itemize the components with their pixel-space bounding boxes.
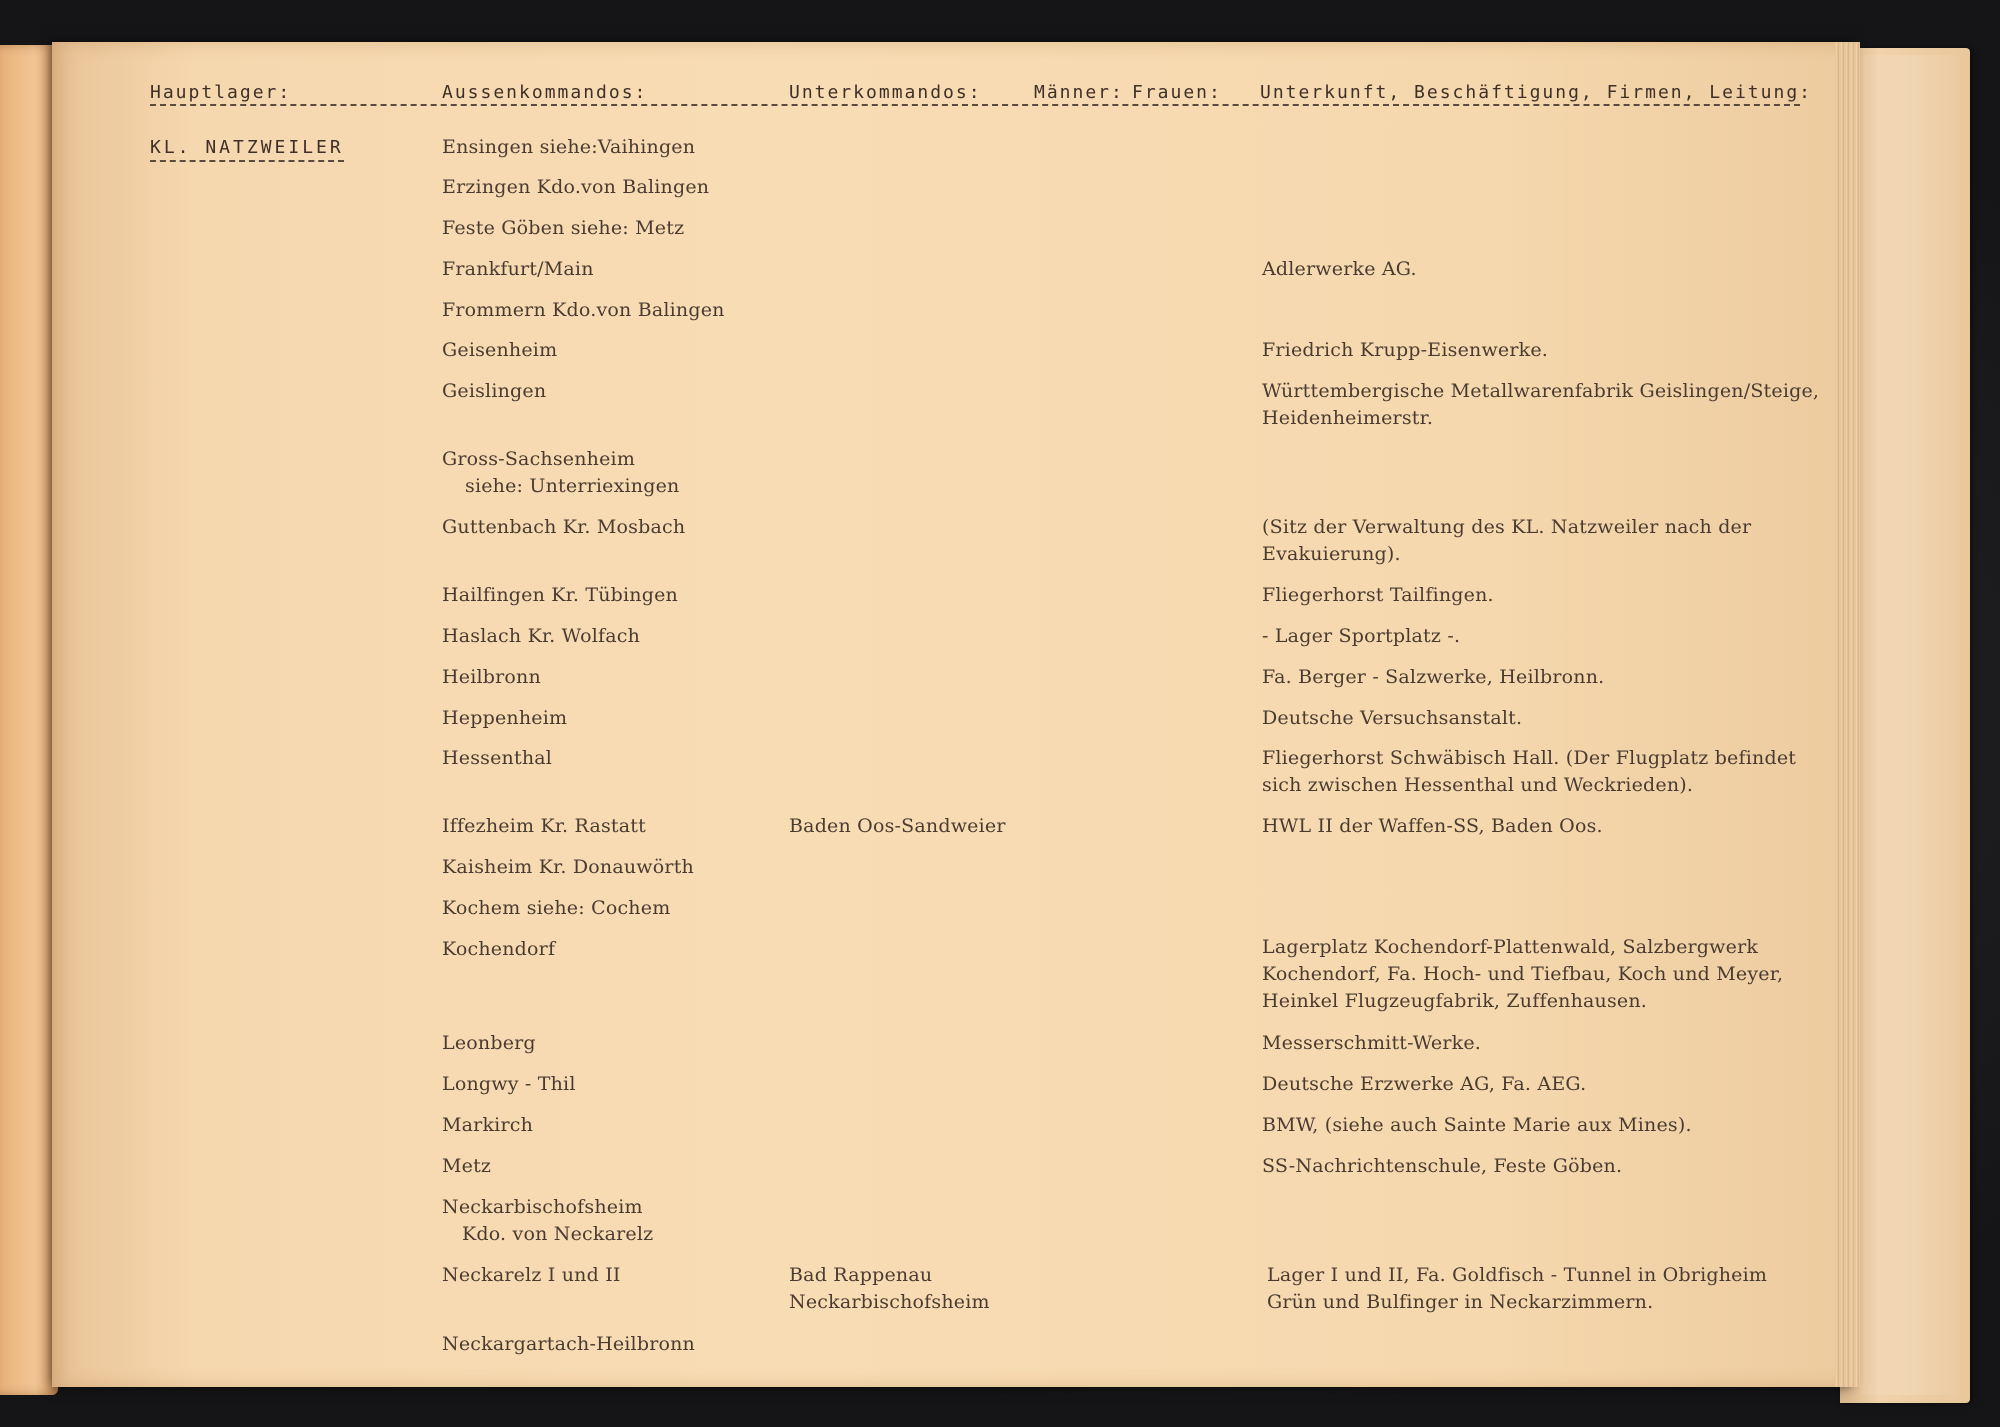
aussenkommando: siehe: Unterriexingen (465, 475, 680, 497)
firm-info: sich zwischen Hessenthal und Weckrieden). (1262, 774, 1694, 796)
header-unterkunft: Unterkunft, Beschäftigung, Firmen, Leitung: (1260, 82, 1812, 103)
document-page (52, 42, 1852, 1387)
firm-info: Messerschmitt-Werke. (1262, 1032, 1482, 1054)
aussenkommando: Markirch (442, 1114, 534, 1136)
aussenkommando: Frankfurt/Main (442, 258, 594, 280)
aussenkommando: Neckarbischofsheim (442, 1196, 643, 1218)
aussenkommando: Kaisheim Kr. Donauwörth (442, 856, 694, 878)
aussenkommando: Kochendorf (442, 938, 556, 960)
aussenkommando: Kdo. von Neckarelz (462, 1223, 654, 1245)
firm-info: SS-Nachrichtenschule, Feste Göben. (1262, 1155, 1623, 1177)
firm-info: Heidenheimerstr. (1262, 407, 1434, 429)
firm-info: HWL II der Waffen-SS, Baden Oos. (1262, 815, 1603, 837)
aussenkommando: Neckargartach-Heilbronn (442, 1333, 695, 1355)
firm-info: Lagerplatz Kochendorf-Plattenwald, Salzbergwerk (1262, 936, 1759, 958)
firm-info: Fa. Berger - Salzwerke, Heilbronn. (1262, 666, 1605, 688)
header-frauen: Frauen: (1132, 82, 1222, 103)
aussenkommando: Feste Göben siehe: Metz (442, 217, 685, 239)
aussenkommando: Haslach Kr. Wolfach (442, 625, 641, 647)
main-camp-name: KL. NATZWEILER (150, 137, 344, 162)
aussenkommando: Hailfingen Kr. Tübingen (442, 584, 678, 606)
aussenkommando: Geisenheim (442, 339, 558, 361)
firm-info: Württembergische Metallwarenfabrik Geislingen/Steige, (1262, 380, 1820, 402)
firm-info: Fliegerhorst Tailfingen. (1262, 584, 1494, 606)
header-hauptlager: Hauptlager: (150, 82, 292, 103)
aussenkommando: Heppenheim (442, 707, 568, 729)
firm-info: Grün und Bulfinger in Neckarzimmern. (1267, 1291, 1654, 1313)
header-unterkommandos: Unterkommandos: (789, 82, 982, 103)
page-stack (1835, 42, 1860, 1387)
unterkommando: Bad Rappenau (789, 1264, 933, 1286)
firm-info: Deutsche Versuchsanstalt. (1262, 707, 1523, 729)
left-page-edge (0, 45, 58, 1395)
firm-info: (Sitz der Verwaltung des KL. Natzweiler nach der (1262, 516, 1752, 538)
aussenkommando: Hessenthal (442, 747, 553, 769)
firm-info: - Lager Sportplatz -. (1262, 625, 1461, 647)
aussenkommando: Frommern Kdo.von Balingen (442, 299, 725, 321)
header-maenner: Männer: (1034, 82, 1124, 103)
firm-info: Friedrich Krupp-Eisenwerke. (1262, 339, 1549, 361)
plastic-sleeve (1860, 55, 1960, 1395)
aussenkommando: Ensingen siehe:Vaihingen (442, 136, 696, 158)
firm-info: Lager I und II, Fa. Goldfisch - Tunnel in Obrigheim (1267, 1264, 1768, 1286)
aussenkommando: Longwy - Thil (442, 1073, 576, 1095)
header-dashed-rule (150, 104, 1800, 106)
firm-info: BMW, (siehe auch Sainte Marie aux Mines). (1262, 1114, 1692, 1136)
aussenkommando: Geislingen (442, 380, 547, 402)
firm-info: Deutsche Erzwerke AG, Fa. AEG. (1262, 1073, 1587, 1095)
firm-info: Kochendorf, Fa. Hoch- und Tiefbau, Koch und Meyer, (1262, 963, 1784, 985)
unterkommando: Neckarbischofsheim (789, 1291, 990, 1313)
firm-info: Heinkel Flugzeugfabrik, Zuffenhausen. (1262, 990, 1648, 1012)
aussenkommando: Kochem siehe: Cochem (442, 897, 671, 919)
firm-info: Evakuierung). (1262, 543, 1401, 565)
unterkommando: Baden Oos-Sandweier (789, 815, 1006, 837)
aussenkommando: Heilbronn (442, 666, 541, 688)
aussenkommando: Neckarelz I und II (442, 1264, 621, 1286)
aussenkommando: Erzingen Kdo.von Balingen (442, 176, 710, 198)
header-aussenkommandos: Aussenkommandos: (442, 82, 648, 103)
firm-info: Fliegerhorst Schwäbisch Hall. (Der Flugplatz befindet (1262, 747, 1797, 769)
aussenkommando: Metz (442, 1155, 492, 1177)
aussenkommando: Guttenbach Kr. Mosbach (442, 516, 686, 538)
aussenkommando: Leonberg (442, 1032, 536, 1054)
aussenkommando: Gross-Sachsenheim (442, 448, 636, 470)
aussenkommando: Iffezheim Kr. Rastatt (442, 815, 646, 837)
firm-info: Adlerwerke AG. (1262, 258, 1417, 280)
